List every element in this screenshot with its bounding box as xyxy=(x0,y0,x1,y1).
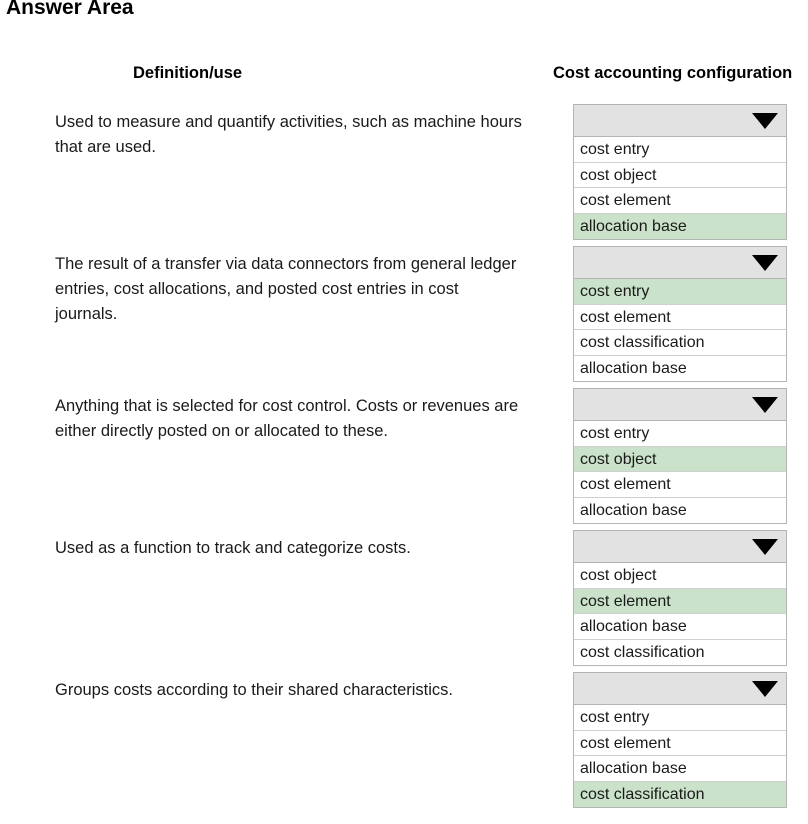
dropdown-option[interactable]: cost element xyxy=(574,589,786,615)
definition-text: Used to measure and quantify activities, such as machine hours that are used. xyxy=(55,113,522,156)
dropdown-options xyxy=(573,563,787,666)
dropdown-button[interactable] xyxy=(573,388,787,421)
chevron-down-icon xyxy=(752,255,778,271)
definition-text: Anything that is selected for cost control. Costs or revenues are either directly posted on or allocated to these. xyxy=(55,397,519,440)
dropdown-button[interactable] xyxy=(573,530,787,563)
dropdown-option[interactable]: cost object xyxy=(574,163,786,189)
definition-text: Used as a function to track and categorize costs. xyxy=(55,539,411,557)
configuration-dropdown[interactable] xyxy=(573,388,787,524)
dropdown-option[interactable]: cost object xyxy=(574,447,786,473)
chevron-down-icon xyxy=(752,397,778,413)
page-title: Answer Area xyxy=(6,0,134,19)
dropdown-button[interactable] xyxy=(573,104,787,137)
dropdown-option[interactable]: cost element xyxy=(574,305,786,331)
definition-text: Groups costs according to their shared characteristics. xyxy=(55,681,454,699)
dropdown-options xyxy=(573,137,787,240)
table-row xyxy=(0,672,808,814)
column-header-definition: Definition/use xyxy=(133,64,243,82)
configuration-dropdown[interactable] xyxy=(573,672,787,808)
dropdown-options xyxy=(573,279,787,382)
dropdown-options xyxy=(573,421,787,524)
dropdown-options xyxy=(573,705,787,808)
column-header-configuration: Cost accounting configuration xyxy=(553,64,793,82)
dropdown-option[interactable]: cost object xyxy=(574,563,786,589)
configuration-dropdown[interactable] xyxy=(573,246,787,382)
dropdown-option[interactable]: cost element xyxy=(574,731,786,757)
dropdown-option[interactable]: allocation base xyxy=(574,498,786,524)
configuration-dropdown[interactable] xyxy=(573,530,787,666)
dropdown-option[interactable]: cost entry xyxy=(574,705,786,731)
answer-rows xyxy=(0,104,808,814)
dropdown-option[interactable]: cost element xyxy=(574,472,786,498)
dropdown-option[interactable]: allocation base xyxy=(574,214,786,240)
dropdown-option[interactable]: cost classification xyxy=(574,782,786,808)
table-row xyxy=(0,388,808,530)
chevron-down-icon xyxy=(752,539,778,555)
chevron-down-icon xyxy=(752,681,778,697)
definition-text: The result of a transfer via data connectors from general ledger entries, cost allocations, and posted cost entries in cost journals. xyxy=(55,255,517,323)
dropdown-option[interactable]: cost entry xyxy=(574,279,786,305)
dropdown-button[interactable] xyxy=(573,246,787,279)
dropdown-option[interactable]: allocation base xyxy=(574,614,786,640)
dropdown-button[interactable] xyxy=(573,672,787,705)
dropdown-option[interactable]: allocation base xyxy=(574,356,786,382)
dropdown-option[interactable]: allocation base xyxy=(574,756,786,782)
dropdown-option[interactable]: cost element xyxy=(574,188,786,214)
dropdown-option[interactable]: cost entry xyxy=(574,421,786,447)
configuration-dropdown[interactable] xyxy=(573,104,787,240)
chevron-down-icon xyxy=(752,113,778,129)
dropdown-option[interactable]: cost entry xyxy=(574,137,786,163)
table-row xyxy=(0,104,808,246)
column-headers xyxy=(0,64,808,90)
table-row xyxy=(0,530,808,672)
table-row xyxy=(0,246,808,388)
dropdown-option[interactable]: cost classification xyxy=(574,330,786,356)
dropdown-option[interactable]: cost classification xyxy=(574,640,786,666)
